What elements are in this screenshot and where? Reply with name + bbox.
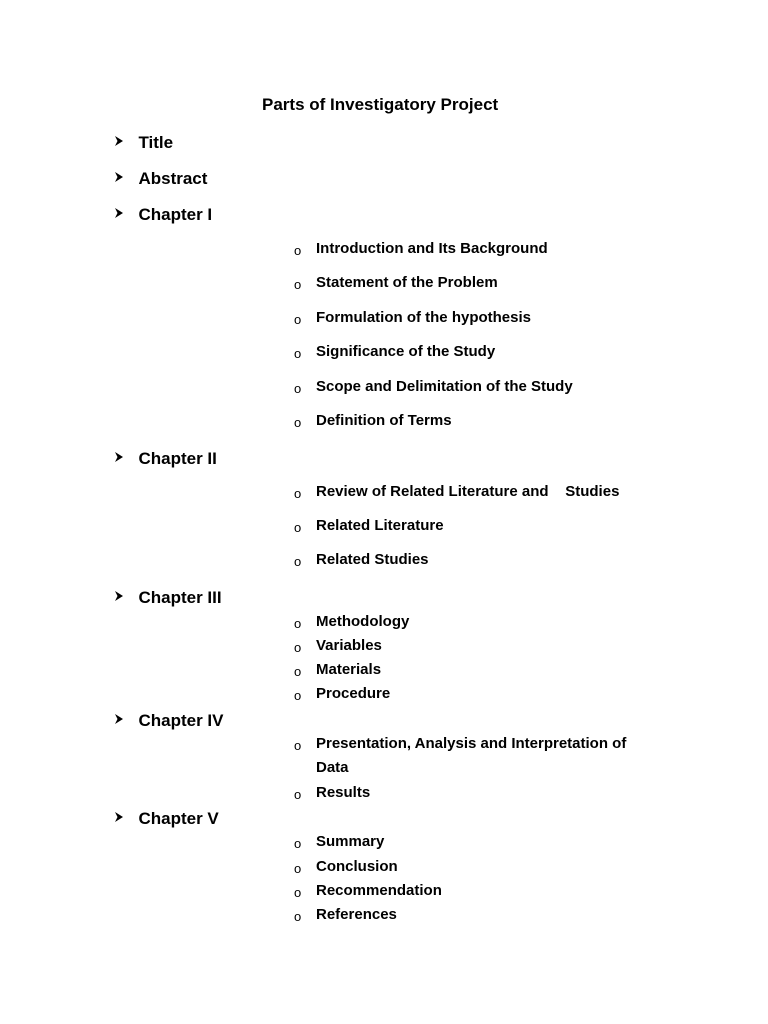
section-chapter-5 [112,809,219,829]
list-item [294,483,620,503]
arrow-bullet-icon [112,170,126,184]
arrow-bullet-icon [112,589,126,603]
list-item-label: Summary [316,833,385,850]
section-label: Chapter II [138,449,217,468]
list-item-label: Scope and Delimitation of the Study [316,378,573,395]
list-item-label: References [316,906,397,923]
list-item-label: Related Studies [316,551,429,568]
list-item [294,309,532,329]
arrow-bullet-icon [112,206,126,220]
circle-bullet-icon: o [294,909,302,924]
circle-bullet-icon: o [294,861,302,876]
circle-bullet-icon: o [294,520,302,535]
section-label: Chapter III [138,588,222,607]
section-label: Chapter V [138,809,219,828]
list-item [294,613,410,633]
list-item [294,412,452,432]
list-item [294,833,385,853]
circle-bullet-icon: o [294,836,302,851]
list-item-label: Data [316,759,349,776]
list-item [294,343,496,363]
circle-bullet-icon: o [294,787,302,802]
list-item-label: Significance of the Study [316,343,496,360]
list-item [294,906,397,926]
section-chapter-1 [112,205,212,225]
circle-bullet-icon: o [294,486,302,501]
list-item-label: Conclusion [316,858,398,875]
list-item-label: Review of Related Literature and Studies [316,483,620,500]
circle-bullet-icon: o [294,664,302,679]
list-item-label: Variables [316,637,382,654]
section-label: Title [138,133,174,152]
circle-bullet-icon: o [294,738,302,753]
list-item-label: Methodology [316,613,410,630]
list-item [294,517,444,537]
section-abstract [112,169,207,189]
circle-bullet-icon: o [294,381,302,396]
list-item [294,685,391,705]
section-label: Chapter I [138,205,213,224]
list-item-continuation [316,759,349,777]
list-item [294,784,371,804]
list-item [294,858,398,878]
section-chapter-3 [112,588,222,608]
list-item-label: Formulation of the hypothesis [316,309,532,326]
section-title [112,133,173,153]
list-item [294,661,382,681]
list-item-label: Procedure [316,685,391,702]
list-item-label: Introduction and Its Background [316,240,548,257]
arrow-bullet-icon [112,712,126,726]
list-item-label: Definition of Terms [316,412,452,429]
list-item [294,274,498,294]
circle-bullet-icon: o [294,243,302,258]
section-label: Abstract [138,169,208,188]
circle-bullet-icon: o [294,640,302,655]
list-item [294,637,382,657]
circle-bullet-icon: o [294,346,302,361]
list-item-label: Presentation, Analysis and Interpretation of [316,735,627,752]
arrow-bullet-icon [112,450,126,464]
list-item-label: Materials [316,661,382,678]
arrow-bullet-icon [112,134,126,148]
list-item [294,735,627,755]
list-item-label: Statement of the Problem [316,274,498,291]
list-item [294,378,573,398]
list-item-label: Related Literature [316,517,444,534]
circle-bullet-icon: o [294,277,302,292]
list-item [294,551,429,571]
list-item [294,240,548,260]
circle-bullet-icon: o [294,688,302,703]
list-item-label: Results [316,784,371,801]
circle-bullet-icon: o [294,616,302,631]
circle-bullet-icon: o [294,885,302,900]
list-item-label: Recommendation [316,882,442,899]
list-item [294,882,442,902]
section-label: Chapter IV [138,711,224,730]
circle-bullet-icon: o [294,312,302,327]
page-title: Parts of Investigatory Project [262,95,499,114]
circle-bullet-icon: o [294,554,302,569]
section-chapter-2 [112,449,217,469]
circle-bullet-icon: o [294,415,302,430]
arrow-bullet-icon [112,810,126,824]
section-chapter-4 [112,711,223,731]
